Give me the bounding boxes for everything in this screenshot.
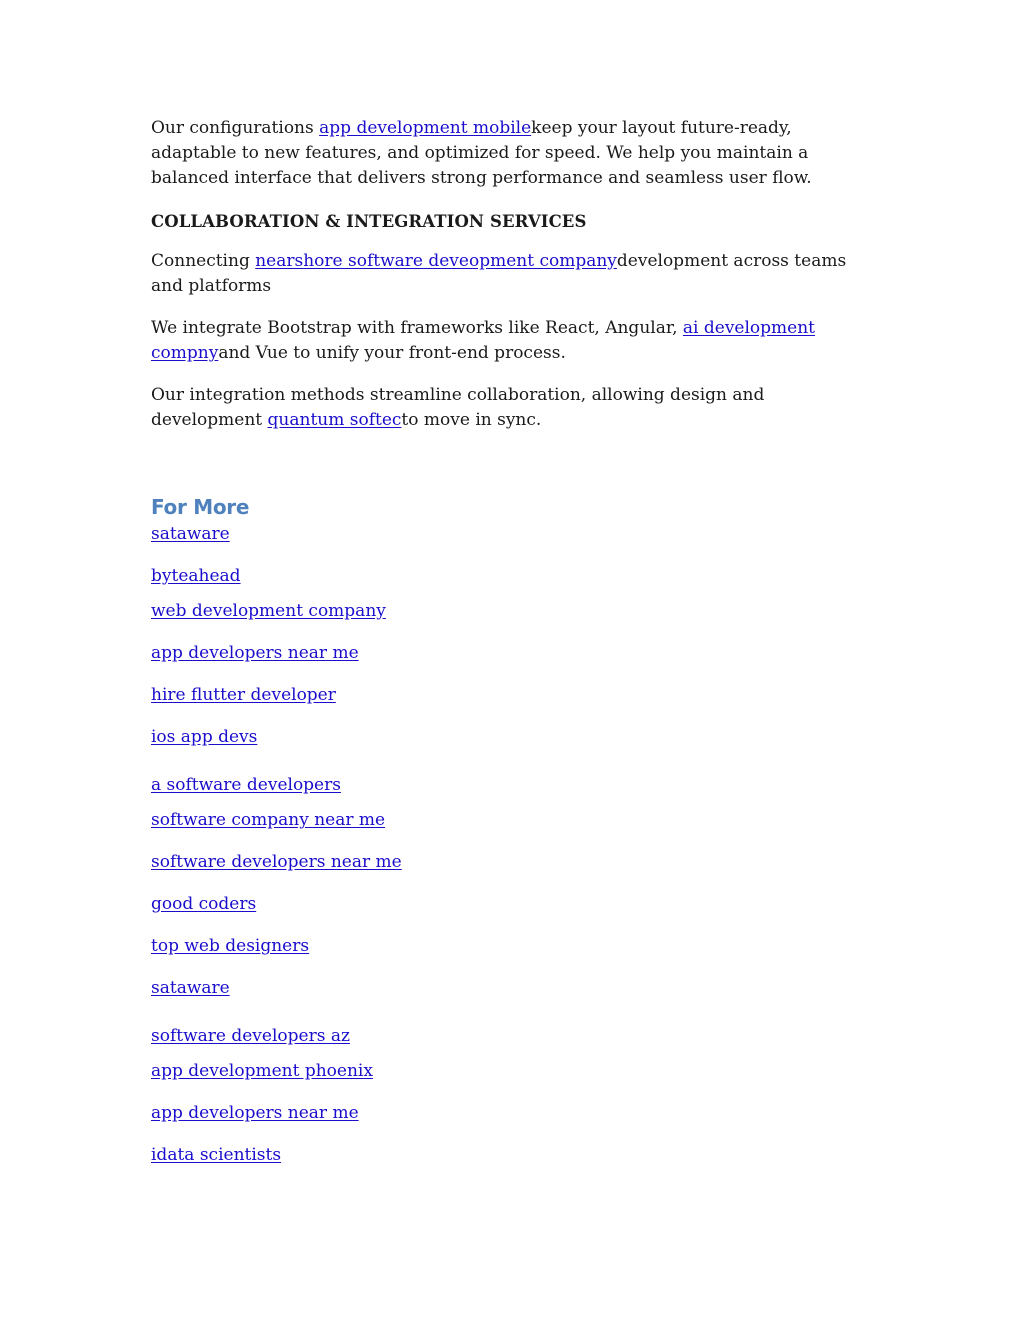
- link-byteahead[interactable]: byteahead: [151, 566, 241, 586]
- link-sataware-2[interactable]: sataware: [151, 978, 230, 998]
- paragraph-text: Connecting: [151, 251, 256, 271]
- for-more-link-list: [151, 522, 863, 1168]
- link-sataware[interactable]: sataware: [151, 524, 230, 544]
- link-a-software-developers[interactable]: a software developers: [151, 775, 341, 795]
- link-quantum-softec[interactable]: quantum softec: [267, 410, 402, 430]
- link-idata-scientists[interactable]: idata scientists: [151, 1145, 282, 1165]
- link-app-development-phoenix[interactable]: app development phoenix: [151, 1061, 373, 1081]
- link-web-development-company[interactable]: web development company: [151, 601, 386, 621]
- for-more-heading: For More: [151, 495, 250, 519]
- paragraph-text: development across teams and platforms: [151, 251, 847, 296]
- link-app-developers-near-me-2[interactable]: app developers near me: [151, 1103, 359, 1123]
- paragraph-bootstrap: [151, 316, 863, 366]
- link-hire-flutter-developer[interactable]: hire flutter developer: [151, 685, 336, 705]
- paragraph-text: Our configurations: [151, 118, 320, 138]
- link-ai-development[interactable]: ai development compny: [151, 318, 816, 363]
- document-page: [151, 116, 863, 1168]
- paragraph-text: We integrate Bootstrap with frameworks like React, Angular,: [151, 318, 683, 338]
- link-software-company-near-me[interactable]: software company near me: [151, 810, 386, 830]
- link-nearshore-software[interactable]: nearshore software deveopment company: [255, 251, 617, 271]
- paragraph-text: Our integration methods streamline collaboration, allowing design and development: [151, 385, 765, 430]
- link-top-web-designers[interactable]: top web designers: [151, 936, 310, 956]
- paragraph-connecting: [151, 249, 863, 299]
- link-app-developers-near-me[interactable]: app developers near me: [151, 643, 359, 663]
- link-software-developers-near-me[interactable]: software developers near me: [151, 852, 402, 872]
- link-good-coders[interactable]: good coders: [151, 894, 257, 914]
- paragraph-text: and Vue to unify your front-end process.: [218, 343, 566, 363]
- section-heading: COLLABORATION & INTEGRATION SERVICES: [151, 212, 587, 231]
- link-software-developers-az[interactable]: software developers az: [151, 1026, 350, 1046]
- link-ios-app-devs[interactable]: ios app devs: [151, 727, 258, 747]
- paragraph-text: to move in sync.: [401, 410, 542, 430]
- paragraph-configurations: [151, 116, 863, 191]
- link-app-development-mobile[interactable]: app development mobile: [319, 118, 532, 138]
- paragraph-integration-methods: [151, 383, 863, 433]
- paragraph-text: keep your layout future-ready, adaptable to new features, and optimized for speed. We help you maintain a balanced interface that delivers strong performance and seamless user flow.: [151, 118, 812, 188]
